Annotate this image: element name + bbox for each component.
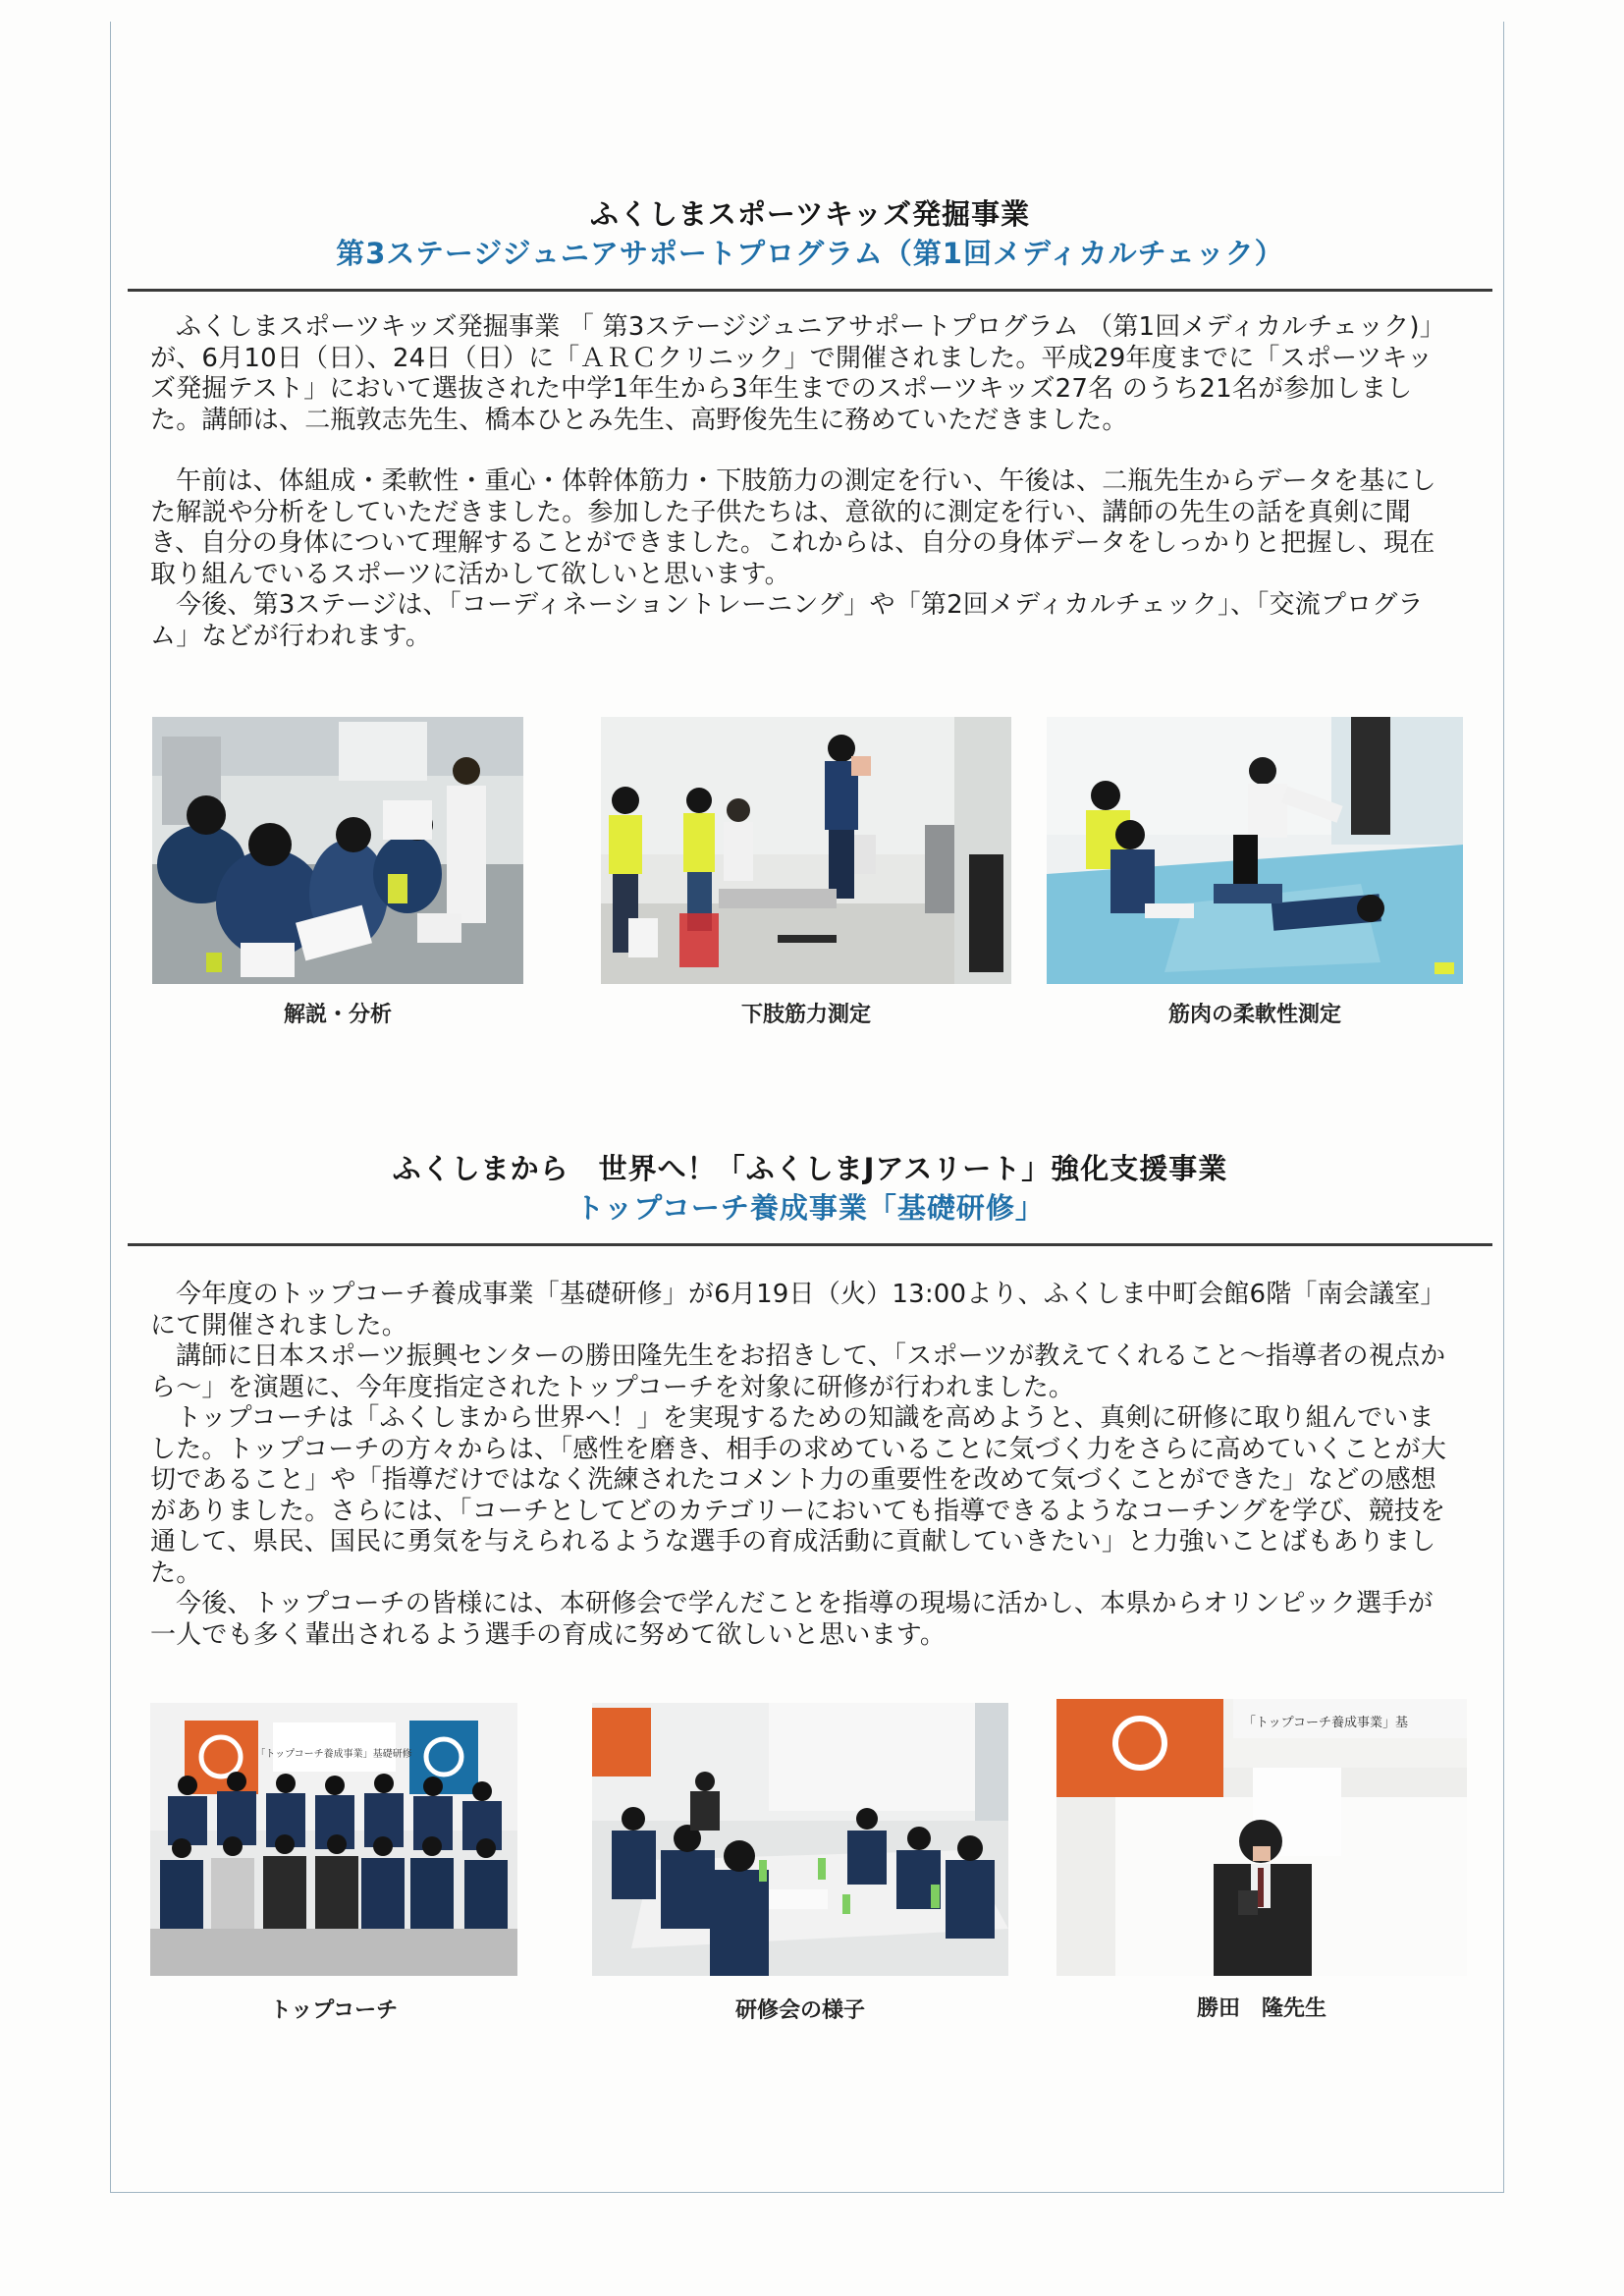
section1-divider [128, 289, 1492, 292]
photo-analysis-caption: 解説・分析 [283, 1003, 392, 1027]
section2-paragraph-1: 今年度のトップコーチ養成事業「基礎研修」が6月19日（火）13:00より、ふくしま中町会館6階「南会議室」にて開催されました。 [150, 1280, 1446, 1340]
photo-top-coaches-caption: トップコーチ [269, 1998, 399, 2023]
photo-flexibility [1047, 717, 1463, 984]
photo-lecturer [1056, 1699, 1467, 1976]
section2-paragraph-4: 今後、トップコーチの皆様には、本研修会で学んだことを指導の現場に活かし、本県からオリンピック選手が一人でも多く輩出されるよう選手の育成に努めて欲しいと思います。 [150, 1589, 1434, 1650]
photo-lecturer-caption: 勝田 隆先生 [1196, 1996, 1326, 2021]
photo-leg-strength [601, 717, 1011, 984]
photo-flexibility-caption: 筋肉の柔軟性測定 [1167, 1003, 1341, 1027]
photo-leg-strength-caption: 下肢筋力測定 [740, 1003, 871, 1027]
section1-paragraph-2: 午前は、体組成・柔軟性・重心・体幹体筋力・下肢筋力の測定を行い、午後は、二瓶先生からデータを基にした解説や分析をしていただきました。参加した子供たちは、意欲的に測定を行い、講師の先生の話を真剣に聞き、自分の身体について理解することができました。これからは、自分の身体データをしっかりと把握し、現在取り組んでいるスポーツに活かして欲しいと思います。 [150, 466, 1436, 589]
section2-subtitle: トップコーチ養成事業「基礎研修」 [575, 1191, 1045, 1225]
banner-text: 「トップコーチ養成事業」基礎研修 [255, 1749, 412, 1760]
section2-divider [128, 1243, 1492, 1246]
section1-paragraph-1: ふくしまスポーツキッズ発掘事業 「 第3ステージジュニアサポートプログラム （第1回メディカルチェック)」が、6月10日（日）、24日（日）に「ＡＲＣクリニック」で開催されました。平成29年度までに「スポーツキッズ発掘テスト」において選抜された中学1年生から3年生までのスポーツキッズ27名 のうち21名が参加しました。講師は、二瓶敦志先生、橋本ひとみ先生、高野俊先生に務めていただきました。 [150, 312, 1445, 435]
photo-analysis [152, 717, 523, 984]
section1-subtitle: 第3ステージジュニアサポートプログラム（第1回メディカルチェック） [336, 237, 1284, 270]
photo-seminar-caption: 研修会の様子 [734, 1998, 865, 2023]
section1-paragraph-3: 今後、第3ステージは、「コーディネーショントレーニング」や「第2回メディカルチェック」、「交流プログラム」などが行われます。 [150, 590, 1424, 651]
section1-title: ふくしまスポーツキッズ発掘事業 [589, 197, 1031, 231]
section2-title: ふくしまから 世界へ！「ふくしまJアスリート」強化支援事業 [392, 1152, 1228, 1185]
section2-paragraph-2: 講師に日本スポーツ振興センターの勝田隆先生をお招きして、「スポーツが教えてくれること～指導者の視点から～」を演題に、今年度指定されたトップコーチを対象に研修が行われました。 [150, 1341, 1446, 1402]
banner-text-lecturer: 「トップコーチ養成事業」基 [1243, 1716, 1408, 1730]
photo-top-coaches [150, 1703, 517, 1976]
photo-seminar [592, 1703, 1008, 1976]
section2-paragraph-3: トップコーチは「ふくしまから世界へ！」を実現するための知識を高めようと、真剣に研修に取り組んでいました。トップコーチの方々からは、「感性を磨き、相手の求めていることに気づく力をさらに高めていくことが大切であること」や「指導だけではなく洗練されたコメント力の重要性を改めて気づくことができた」などの感想がありました。さらには、「コーチとしてどのカテゴリーにおいても指導できるようなコーチングを学び、競技を通して、県民、国民に勇気を与えられるような選手の育成活動に貢献していきたい」と力強いことばもありました。 [150, 1403, 1447, 1588]
